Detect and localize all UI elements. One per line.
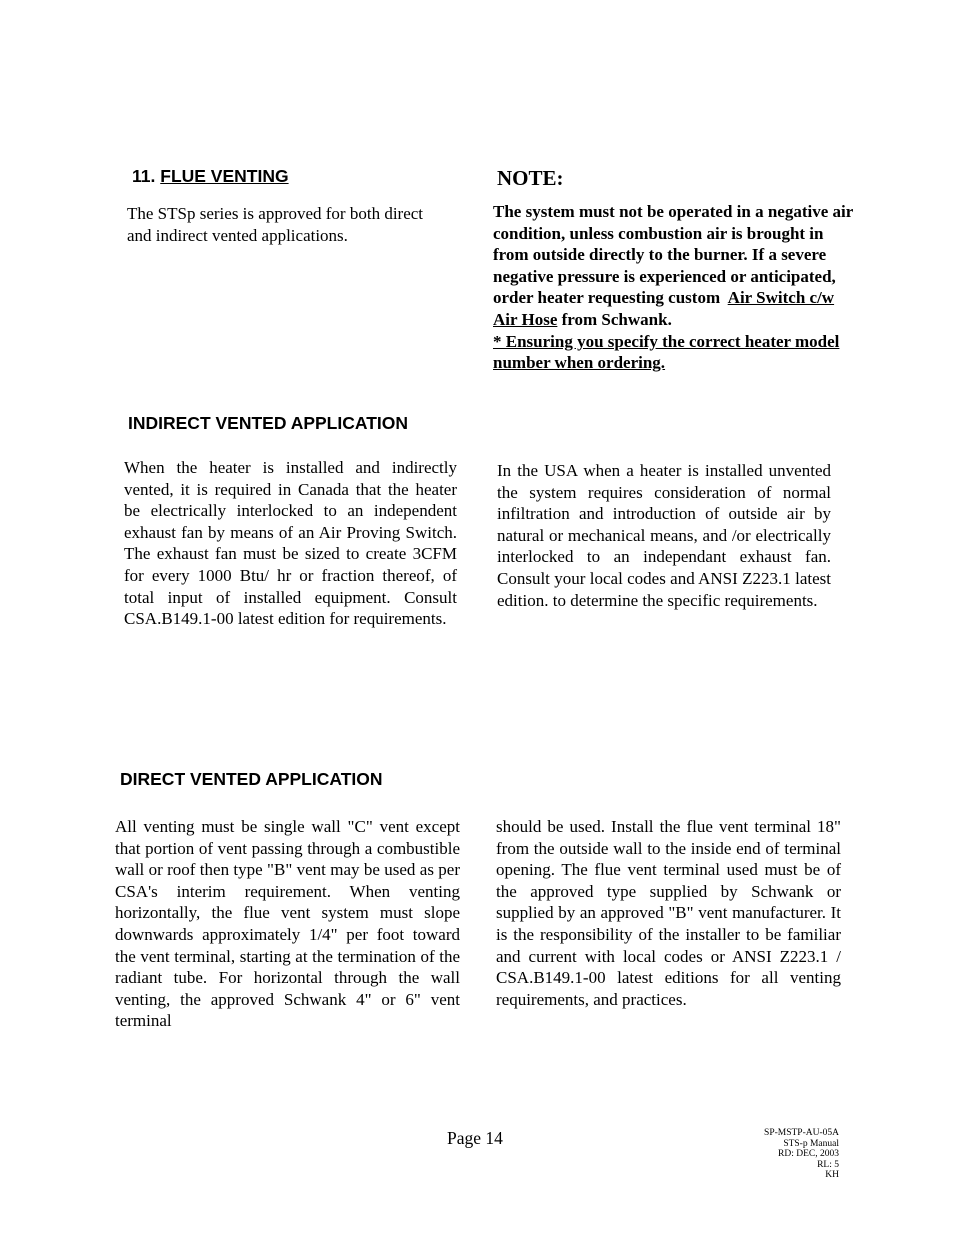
doc-code-line: RL: 5	[817, 1159, 839, 1170]
indirect-right-text: In the USA when a heater is installed unvented the system requires consideration of normal infiltration and introduction of outside air by natural or mechanical means, and /or electrically interlocked to an independant exhaust fan. Consult your local codes and ANSI Z223.1 latest edition. to determine the specific requirements.	[497, 461, 831, 610]
indirect-heading: INDIRECT VENTED APPLICATION	[128, 413, 409, 433]
doc-code-line: RD: DEC, 2003	[778, 1149, 839, 1159]
note-tail: from Schwank.	[561, 309, 672, 329]
note-footnote: * Ensuring you specify the correct heater model number when ordering.	[493, 331, 840, 373]
section-heading	[132, 166, 289, 187]
section-intro: The STSp series is approved for both direct and indirect vented applications.	[127, 204, 424, 245]
direct-left-text: All venting must be single wall "C" vent except that portion of vent passing through a combustible wall or roof then type "B" vent may be used as per CSA's interim requirement. When venting horizontally, the flue vent system must slope downwards approximately 1/4" per foot toward the vent terminal, starting at the termination of the radiant tube. For horizontal through the wall venting, the approved Schwank 4" or 6" vent terminal	[115, 817, 460, 1031]
doc-code-line: SP-MSTP-AU-05A	[764, 1128, 839, 1138]
note-block	[493, 201, 859, 374]
note-body: The system must not be operated in a negative air condition, unless combustion air is brought in from outside directly to the burner. If a severe negative pressure is experienced or anticipated, order heater requesting custom	[493, 202, 853, 308]
note-highlight: Air Switch c/w Air Hose	[493, 288, 835, 329]
section-title: FLUE VENTING	[160, 166, 289, 186]
page-number: Page 14	[447, 1128, 503, 1148]
indirect-left-text: When the heater is installed and indirectly vented, it is required in Canada that the heater be electrically interlocked to an independent exhaust fan by means of an Air Proving Switch. The exhaust fan must be sized to create 3CFM for every 1000 Btu/ hr or fraction thereof, of total input of installed equipment. Consult CSA.B149.1-00 latest edition for requirements.	[124, 458, 457, 629]
doc-code-line: KH	[825, 1170, 839, 1180]
direct-heading: DIRECT VENTED APPLICATION	[120, 769, 383, 789]
document-code	[740, 1128, 839, 1181]
section-number: 11.	[132, 166, 156, 186]
note-title: NOTE:	[497, 166, 564, 190]
doc-code-line: STS-p Manual	[783, 1138, 839, 1149]
direct-right-text: should be used. Install the flue vent terminal 18" from the outside wall to the inside end of terminal opening. The flue vent terminal used must be of the approved type supplied by Schwank or supplied by an approved "B" vent manufacturer. It is the responsibility of the installer to be familiar and current with local codes or ANSI Z223.1 / CSA.B149.1-00 latest editions for all venting requirements, and practices.	[496, 817, 841, 1009]
